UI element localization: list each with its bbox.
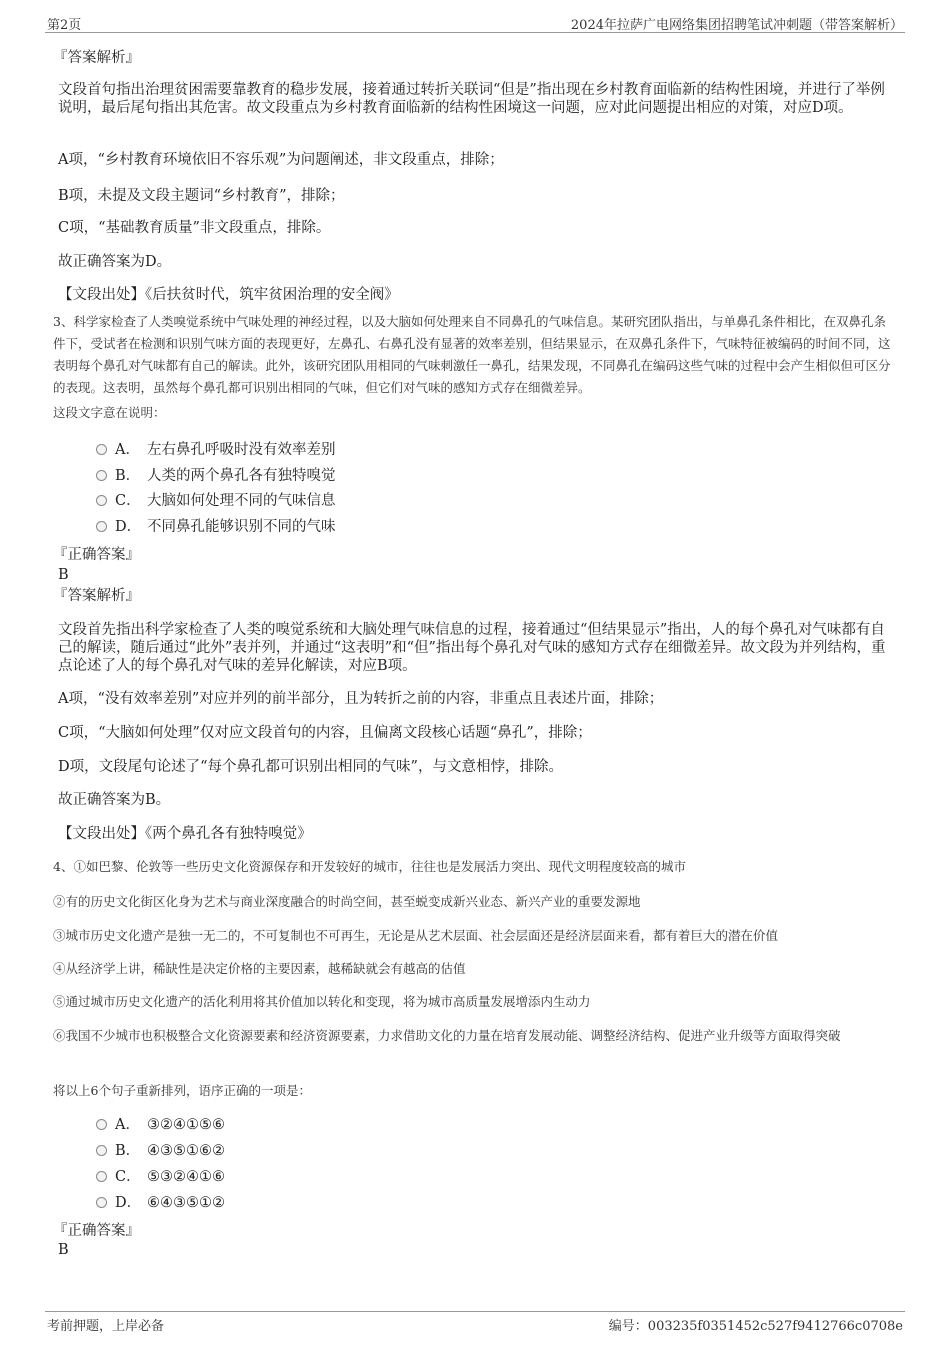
radio-icon[interactable] [96,1145,107,1156]
radio-icon[interactable] [96,1119,107,1130]
q3-option-d[interactable]: D． 不同鼻孔能够识别不同的气味 [96,517,336,537]
footer-slogan: 考前押题，上岸必备 [47,1319,165,1334]
radio-icon[interactable] [96,495,107,506]
q2-option-c-note: C项，“基础教育质量”非文段重点，排除。 [58,220,331,236]
radio-icon[interactable] [96,1197,107,1208]
radio-icon[interactable] [96,521,107,532]
radio-icon[interactable] [96,444,107,455]
radio-icon[interactable] [96,470,107,481]
q4-option-c[interactable]: C． ⑤③②④①⑥ [96,1167,225,1187]
document-title: 2024年拉萨广电网络集团招聘笔试冲刺题（带答案解析） [570,18,903,33]
q3-option-c-note: C项，“大脑如何处理”仅对应文段首句的内容，且偏离文段核心话题“鼻孔”，排除； [58,725,592,741]
footer-serial: 编号：003235f0351452c527f9412766c0708e [608,1319,903,1334]
q2-analysis-label: 『答案解析』 [53,50,140,66]
q2-option-a-note: A项，“乡村教育环境依旧不容乐观”为问题阐述，非文段重点，排除； [58,152,504,168]
q3-source: 【文段出处】《两个鼻孔各有独特嗅觉》 [58,826,312,842]
q3-analysis-label: 『答案解析』 [53,588,140,604]
q4-prompt: 将以上6个句子重新排列，语序正确的一项是： [53,1083,311,1098]
q4-option-a[interactable]: A． ③②④①⑤⑥ [96,1115,225,1135]
q3-answer: B [58,567,69,583]
q3-option-d-note: D项，文段尾句论述了“每个鼻孔都可识别出相同的气味”，与文意相悖，排除。 [58,759,563,775]
q2-option-b-note: B项，未提及文段主题词“乡村教育”，排除； [58,188,345,204]
q2-source: 【文段出处】《后扶贫时代，筑牢贫困治理的安全阀》 [58,287,399,303]
q4-option-d[interactable]: D． ⑥④③⑤①② [96,1193,225,1213]
q4-sentence-2: ②有的历史文化街区化身为艺术与商业深度融合的时尚空间，甚至蜕变成新兴业态、新兴产业的重要发源地 [53,894,641,909]
q4-sentence-1: 4、①如巴黎、伦敦等一些历史文化资源保存和开发较好的城市，往往也是发展活力突出、现代文明程度较高的城市 [53,859,686,874]
q4-sentence-5: ⑤通过城市历史文化遗产的活化利用将其价值加以转化和变现，将为城市高质量发展增添内生动力 [53,994,591,1009]
q3-answer-label: 『正确答案』 [53,547,140,563]
q3-stem: 3、科学家检查了人类嗅觉系统中气味处理的神经过程，以及大脑如何处理来自不同鼻孔的气味信息。某研究团队指出，与单鼻孔条件相比，在双鼻孔条件下，受试者在检测和识别气味方面的表现更好，左鼻孔、右鼻孔没有显著的效率差别，但结果显示，在双鼻孔条件下，气味特征被编码的时间不同，这表明每个鼻孔对气味都有自己的解读。此外，该研究团队用相同的气味刺激任一鼻孔，结果发现，不同鼻孔在编码这些气味的过程中会产生相似但可区分的表现。这表明，虽然每个鼻孔都可识别出相同的气味，但它们对气味的感知方式存在细微差异。 [53,314,891,395]
q4-answer-label: 『正确答案』 [53,1223,140,1239]
q4-answer: B [58,1242,69,1258]
q2-analysis-text: 文段首句指出治理贫困需要靠教育的稳步发展，接着通过转折关联词“但是”指出现在乡村教育面临新的结构性困境，并进行了举例说明，最后尾句指出其危害。故文段重点为乡村教育面临新的结构性困境这一问题，应对此问题提出相应的对策，对应D项。 [58,82,885,116]
radio-icon[interactable] [96,1171,107,1182]
q2-conclusion: 故正确答案为D。 [58,254,172,270]
q4-sentence-4: ④从经济学上讲，稀缺性是决定价格的主要因素，越稀缺就会有越高的估值 [53,961,466,976]
page-footer [45,1311,905,1334]
q3-option-b[interactable]: B． 人类的两个鼻孔各有独特嗅觉 [96,466,336,486]
q3-option-c[interactable]: C． 大脑如何处理不同的气味信息 [96,491,336,511]
q3-conclusion: 故正确答案为B。 [58,792,171,808]
q4-option-b[interactable]: B． ④③⑤①⑥② [96,1141,225,1161]
q3-analysis-text: 文段首先指出科学家检查了人类的嗅觉系统和大脑处理气味信息的过程，接着通过“但结果显示”指出，人的每个鼻孔对气味都有自己的解读，随后通过“此外”表并列，并通过“这表明”和“但”指出每个鼻孔对气味的感知方式存在细微差异。故文段为并列结构，重点论述了人的每个鼻孔对气味的差异化解读，对应B项。 [58,622,886,674]
q4-sentence-3: ③城市历史文化遗产是独一无二的，不可复制也不可再生，无论是从艺术层面、社会层面还是经济层面来看，都有着巨大的潜在价值 [53,928,779,943]
q3-option-a[interactable]: A． 左右鼻孔呼吸时没有效率差别 [96,440,336,460]
page-header [45,12,905,33]
q3-option-a-note: A项，“没有效率差别”对应并列的前半部分，且为转折之前的内容，非重点且表述片面，排除； [58,691,664,707]
q3-prompt: 这段文字意在说明： [53,405,166,420]
page-number: 第2页 [47,18,82,33]
q4-sentence-6: ⑥我国不少城市也积极整合文化资源要素和经济资源要素，力求借助文化的力量在培育发展动能、调整经济结构、促进产业升级等方面取得突破 [53,1028,841,1043]
